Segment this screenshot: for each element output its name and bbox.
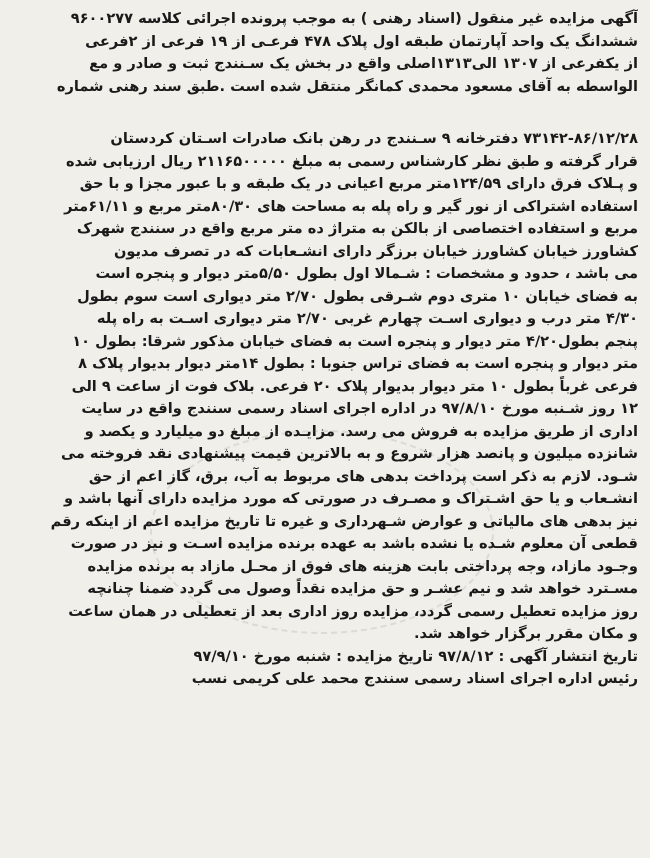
notice-header <box>12 8 638 98</box>
notice-body <box>12 128 638 646</box>
body-line: می باشد ، حدود و مشخصات : شـمالا اول بطول ۵/۵۰متر دیوار و پنجره است <box>95 265 638 282</box>
header-line: ششدانگ یک واحد آپارتمان طبقه اول پلاک ۴۷۸ فرعـی از ۱۹ فرعی از ۲فرعی <box>85 32 638 50</box>
paragraph-gap <box>12 98 638 128</box>
body-line: قرار گرفته و طبق نظر کارشناس رسمی به مبلغ ۲۱۱۶۵۰۰۰۰۰ ریال ارزیابی شده <box>66 152 638 170</box>
body-line: اداری از طریق مزایده به فروش می رسد. مزایـده از مبلغ دو میلیارد و یکصد و <box>84 422 638 440</box>
body-line: وجـود مازاد، وجه پرداختی بابت هزینه های فوق از محـل مازاد به برنده مزایده <box>87 557 638 575</box>
header-line: آگهی مزایده غیر منقول (اسناد رهنی ) به موجب پرونده اجرائی کلاسه ۹۶۰۰۲۷۷ <box>70 10 638 27</box>
publication-dates: تاریخ انتشار آگهی : ۹۷/۸/۱۲ تاریخ مزایده : شنبه مورخ ۹۷/۹/۱۰ <box>193 647 638 665</box>
body-line: مربع و استفاده اختصاصی از بالکن به متراژ ده متر مربع واقع در سنندج شهرک <box>76 220 638 237</box>
body-line: مسـترد خواهد شد و نیم عشـر و حق مزایده نقداً وصول می گردد ضمنا چنانچه <box>87 580 638 597</box>
header-line: از یکفرعی از ۱۳۰۷ الی۱۳۱۳اصلی واقع در بخش یک سـنندج ثبت و صادر و مع <box>89 55 638 72</box>
header-line: الواسطه به آقای مسعود محمدی کمانگر منتقل شده است .طبق سند رهنی شماره <box>56 77 638 95</box>
body-line: انشـعاب و یا حق اشـتراک و مصـرف در صورتی که مورد مزایده دارای آنها باشد و <box>64 490 638 507</box>
body-line: قطعی آن معلوم شـده یا نشده باشد به عهده برنده مزایده اسـت و نیز در صورت <box>70 535 638 552</box>
body-line: ۴/۳۰ متر درب و دیواری اسـت چهارم غربی ۲/۷۰ متر دیواری اسـت به راه پله <box>96 310 638 327</box>
body-line: فرعی غرباً بطول ۱۰ متر دیوار بدیوار پلاک ۲۰ فرعی. بلاک فوت از ساعت ۹ الی <box>71 377 638 395</box>
body-line: و پـلاک فرق دارای ۱۲۴/۵۹متر مربع اعیانی در یک طبقه و با عبور مجزا و با حق <box>79 175 638 192</box>
body-line: متر دیوار و پنجره است به فضای تراس جنوبا : بطول ۱۴متر دیوار بدیوار پلاک ۸ <box>78 355 638 372</box>
body-line: به فضای خیابان ۱۰ متری دوم شـرقی بطول ۲/۷۰ متر دیواری است سوم بطول <box>77 287 638 305</box>
body-line: شانزده میلیون و پانصد هزار شروع و به بالاترین قیمت پیشنهادی نقد فروخته می <box>60 445 638 462</box>
body-line: و مکان مقرر برگزار خواهد شد. <box>413 625 638 642</box>
body-line: ۷۳۱۴۲-۸۶/۱۲/۲۸ دفترخانه ۹ سـنندج در رهن بانک صادرات اسـتان کردستان <box>110 130 638 147</box>
body-line: پنجم بطول۴/۲۰ متر دیوار و پنجره است به فضای خیابان مذکور شرقا: بطول ۱۰ <box>72 332 638 350</box>
body-line: نیز بدهی های مالیاتی و عوارض شـهرداری و غیره تا تاریخ مزایده اعم از اینکه رقم <box>50 512 638 530</box>
body-line: ۱۲ روز شـنبه مورخ ۹۷/۸/۱۰ در اداره اجرای اسناد رسمی سنندج واقع در سایت <box>81 400 638 417</box>
body-line: شـود. لازم به ذکر است پرداخت بدهی های مربوط به آب، برق، گاز اعم از حق <box>88 467 638 485</box>
signature-line: رئیس اداره اجرای اسناد رسمی سنندج محمد علی کریمی نسب <box>191 670 638 687</box>
body-line: کشاورز خیابان کشاورز خیابان برزگر دارای انشـعابات که در تصرف مدیون <box>113 242 638 260</box>
body-line: روز مزایده تعطیل رسمی گردد، مزایده روز اداری بعد از تعطیلی در همان ساعت <box>68 602 638 620</box>
body-line: استفاده اشتراکی از نور گیر و راه پله به مساحت های ۸۰/۳۰متر مربع و ۶۱/۱۱متر <box>64 197 638 215</box>
auction-notice <box>12 8 638 691</box>
